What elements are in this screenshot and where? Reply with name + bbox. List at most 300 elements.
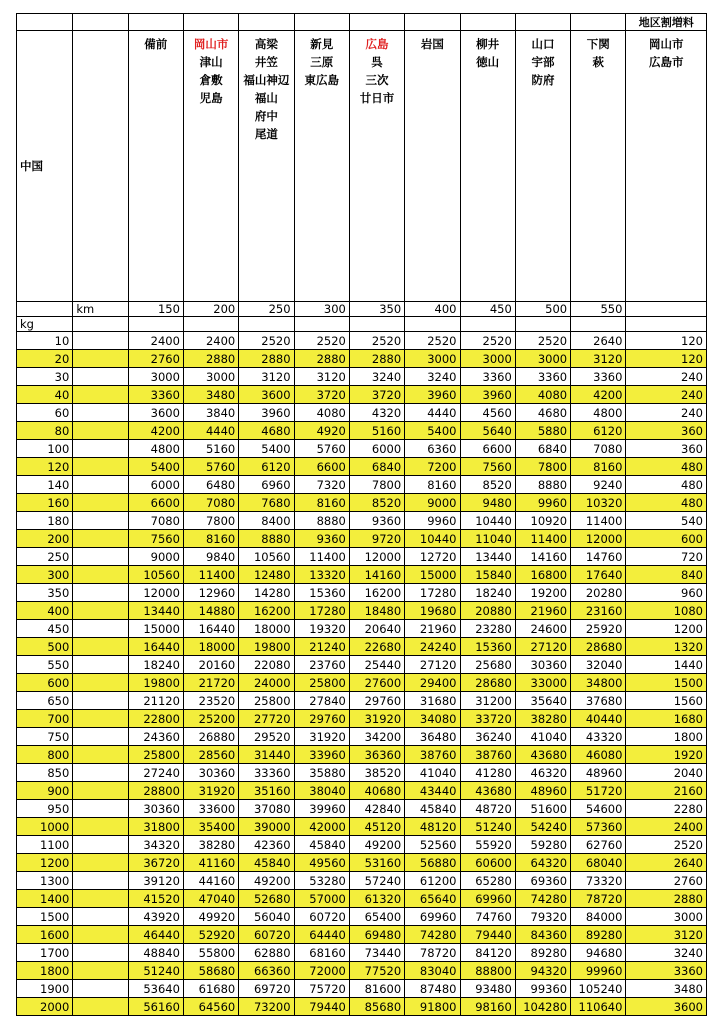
rate-cell: 49920 [183,908,238,926]
rate-cell: 4920 [294,422,349,440]
rate-cell: 21720 [183,674,238,692]
rate-cell: 3960 [460,386,515,404]
weight-cell: 300 [17,566,73,584]
rate-cell: 39960 [294,800,349,818]
weight-cell: 10 [17,332,73,350]
weight-cell: 800 [17,746,73,764]
rate-cell: 94320 [515,962,570,980]
rate-cell: 93480 [460,980,515,998]
city-name: 福山神辺 [243,73,290,87]
rate-cell: 59280 [515,836,570,854]
destination-header-1 [128,31,183,302]
rate-row [17,332,707,350]
rate-cell: 84360 [515,926,570,944]
surcharge-cell: 1680 [626,710,707,728]
rate-cell: 73200 [239,998,294,1016]
rate-row [17,836,707,854]
rate-cell: 41280 [460,764,515,782]
surcharge-cell: 1560 [626,692,707,710]
rate-cell: 19200 [515,584,570,602]
rate-cell: 41160 [183,854,238,872]
rate-cell: 73320 [571,872,626,890]
city-name: 尾道 [254,127,278,141]
rate-cell: 7080 [571,440,626,458]
rate-cell: 69720 [239,980,294,998]
rate-cell: 3000 [128,368,183,386]
rate-cell: 27720 [239,710,294,728]
rate-row [17,782,707,800]
surcharge-cell: 2400 [626,818,707,836]
weight-cell: 1500 [17,908,73,926]
rate-cell: 69960 [405,908,460,926]
rate-cell: 11400 [183,566,238,584]
rate-cell: 37080 [239,800,294,818]
rate-cell: 17640 [571,566,626,584]
rate-cell: 19800 [239,638,294,656]
rate-table [16,13,707,1016]
rate-cell: 83040 [405,962,460,980]
city-name: 岩国 [420,37,444,51]
weight-cell: 160 [17,494,73,512]
rate-cell: 36480 [405,728,460,746]
rate-row [17,800,707,818]
rate-cell: 72000 [294,962,349,980]
weight-cell: 250 [17,548,73,566]
rate-cell: 2520 [405,332,460,350]
rate-cell: 38760 [405,746,460,764]
rate-cell: 35640 [515,692,570,710]
rate-cell: 74280 [405,926,460,944]
rate-cell: 14280 [239,584,294,602]
rate-row [17,872,707,890]
rate-cell: 43920 [128,908,183,926]
rate-cell: 22800 [128,710,183,728]
rate-cell: 10560 [239,548,294,566]
rate-cell: 45120 [349,818,404,836]
rate-cell: 2520 [515,332,570,350]
rate-cell: 25800 [239,692,294,710]
rate-cell: 6480 [183,476,238,494]
weight-cell: 40 [17,386,73,404]
rate-cell: 30360 [128,800,183,818]
rate-cell: 74760 [460,908,515,926]
rate-cell: 79320 [515,908,570,926]
weight-cell: 850 [17,764,73,782]
city-name: 宇部 [531,55,555,69]
rate-cell: 33360 [239,764,294,782]
rate-cell: 5880 [515,422,570,440]
rate-row [17,926,707,944]
rate-cell: 49200 [239,872,294,890]
rate-cell: 81600 [349,980,404,998]
rate-cell: 99960 [571,962,626,980]
rate-cell: 9360 [349,512,404,530]
rate-cell: 6960 [239,476,294,494]
rate-cell: 47040 [183,890,238,908]
surcharge-cell: 480 [626,458,707,476]
km-label: km [73,302,128,317]
rate-cell: 84000 [571,908,626,926]
rate-cell: 9840 [183,548,238,566]
rate-cell: 3960 [239,404,294,422]
rate-cell: 73440 [349,944,404,962]
rate-cell: 45840 [239,854,294,872]
rate-cell: 79440 [460,926,515,944]
rate-cell: 12000 [128,584,183,602]
rate-cell: 24000 [239,674,294,692]
rate-row [17,728,707,746]
city-name: 高梁 [254,37,278,51]
rate-cell: 19680 [405,602,460,620]
surcharge-cell: 1440 [626,656,707,674]
rate-cell: 3000 [515,350,570,368]
rate-cell: 14760 [571,548,626,566]
rate-cell: 77520 [349,962,404,980]
rate-cell: 27840 [294,692,349,710]
distance-km-5: 350 [349,302,404,317]
rate-cell: 29520 [239,728,294,746]
rate-cell: 56160 [128,998,183,1016]
rate-row [17,692,707,710]
rate-cell: 28560 [183,746,238,764]
surcharge-cell: 840 [626,566,707,584]
rate-cell: 11040 [460,530,515,548]
surcharge-cell: 3480 [626,980,707,998]
rate-cell: 29400 [405,674,460,692]
rate-cell: 37680 [571,692,626,710]
rate-cell: 32040 [571,656,626,674]
city-name: 倉敷 [199,73,223,87]
rate-cell: 3600 [239,386,294,404]
weight-cell: 2000 [17,998,73,1016]
rate-cell: 6840 [349,458,404,476]
rate-cell: 43680 [515,746,570,764]
rate-cell: 51600 [515,800,570,818]
rate-cell: 3000 [405,350,460,368]
rate-row [17,584,707,602]
weight-cell: 650 [17,692,73,710]
rate-row [17,710,707,728]
rate-cell: 29760 [294,710,349,728]
rate-cell: 7560 [128,530,183,548]
distance-km-1: 150 [128,302,183,317]
rate-cell: 65280 [460,872,515,890]
rate-cell: 4440 [405,404,460,422]
rate-cell: 16440 [183,620,238,638]
rate-cell: 38280 [515,710,570,728]
city-name: 広島 [365,37,389,51]
rate-cell: 68160 [294,944,349,962]
rate-cell: 31440 [239,746,294,764]
distance-km-2: 200 [183,302,238,317]
weight-cell: 450 [17,620,73,638]
rate-cell: 46440 [128,926,183,944]
rate-cell: 5400 [405,422,460,440]
rate-cell: 45840 [294,836,349,854]
rate-cell: 12000 [349,548,404,566]
rate-cell: 98160 [460,998,515,1016]
rate-cell: 4080 [515,386,570,404]
rate-cell: 7320 [294,476,349,494]
rate-cell: 13320 [294,566,349,584]
rate-cell: 43440 [405,782,460,800]
rate-cell: 65400 [349,908,404,926]
weight-cell: 140 [17,476,73,494]
rate-cell: 21960 [515,602,570,620]
rate-cell: 11400 [294,548,349,566]
rate-cell: 27600 [349,674,404,692]
rate-cell: 2520 [349,332,404,350]
rate-cell: 8880 [239,530,294,548]
rate-cell: 5760 [294,440,349,458]
rate-cell: 10440 [405,530,460,548]
rate-cell: 25800 [128,746,183,764]
rate-cell: 2400 [128,332,183,350]
rate-row [17,440,707,458]
weight-unit-row [17,317,707,332]
rate-cell: 8880 [515,476,570,494]
city-name: 新見 [310,37,334,51]
rate-cell: 69480 [349,926,404,944]
rate-cell: 21960 [405,620,460,638]
rate-cell: 51240 [128,962,183,980]
rate-cell: 5640 [460,422,515,440]
rate-cell: 3720 [294,386,349,404]
rate-cell: 5760 [183,458,238,476]
rate-cell: 9960 [405,512,460,530]
rate-cell: 56040 [239,908,294,926]
rate-cell: 29760 [349,692,404,710]
rate-cell: 53280 [294,872,349,890]
distance-km-7: 450 [460,302,515,317]
rate-cell: 25680 [460,656,515,674]
destination-header-2 [183,31,238,302]
rate-cell: 38040 [294,782,349,800]
rate-cell: 38760 [460,746,515,764]
rate-cell: 31800 [128,818,183,836]
rate-cell: 89280 [515,944,570,962]
rate-cell: 27120 [515,638,570,656]
rate-cell: 75720 [294,980,349,998]
weight-cell: 700 [17,710,73,728]
rate-cell: 25920 [571,620,626,638]
rate-cell: 6600 [128,494,183,512]
rate-cell: 84120 [460,944,515,962]
rate-cell: 36720 [128,854,183,872]
rate-cell: 17280 [405,584,460,602]
rate-cell: 57000 [294,890,349,908]
rate-cell: 9000 [405,494,460,512]
rate-cell: 26880 [183,728,238,746]
destination-header-7 [460,31,515,302]
rate-row [17,350,707,368]
rate-cell: 7800 [349,476,404,494]
surcharge-cell: 2760 [626,872,707,890]
rate-row [17,620,707,638]
weight-cell: 200 [17,530,73,548]
rate-cell: 11400 [515,530,570,548]
destination-header-8 [515,31,570,302]
rate-cell: 42000 [294,818,349,836]
rate-cell: 3360 [571,368,626,386]
rate-cell: 48720 [460,800,515,818]
surcharge-cell: 360 [626,440,707,458]
rate-cell: 18240 [128,656,183,674]
rate-cell: 46080 [571,746,626,764]
rate-cell: 4680 [239,422,294,440]
rate-cell: 87480 [405,980,460,998]
rate-cell: 78720 [571,890,626,908]
rate-cell: 38280 [183,836,238,854]
rate-row [17,422,707,440]
distance-km-6: 400 [405,302,460,317]
city-name: 萩 [592,55,605,69]
rate-cell: 53160 [349,854,404,872]
surcharge-cell: 960 [626,584,707,602]
rate-cell: 39120 [128,872,183,890]
rate-cell: 35160 [239,782,294,800]
rate-cell: 52680 [239,890,294,908]
rate-cell: 56880 [405,854,460,872]
rate-cell: 12000 [571,530,626,548]
rate-cell: 14160 [515,548,570,566]
rate-cell: 28800 [128,782,183,800]
city-name: 津山 [199,55,223,69]
city-name: 廿日市 [359,91,395,105]
destination-header-5 [349,31,404,302]
rate-cell: 5160 [183,440,238,458]
rate-row [17,890,707,908]
rate-cell: 62880 [239,944,294,962]
destination-header-9 [571,31,626,302]
rate-cell: 44160 [183,872,238,890]
rate-cell: 15360 [460,638,515,656]
rate-cell: 9240 [571,476,626,494]
rate-cell: 52560 [405,836,460,854]
weight-cell: 20 [17,350,73,368]
rate-cell: 54240 [515,818,570,836]
rate-cell: 18000 [183,638,238,656]
rate-cell: 110640 [571,998,626,1016]
weight-cell: 1400 [17,890,73,908]
destination-header-3 [239,31,294,302]
rate-row [17,404,707,422]
rate-cell: 3600 [128,404,183,422]
surcharge-cell: 1800 [626,728,707,746]
rate-cell: 13440 [460,548,515,566]
weight-cell: 350 [17,584,73,602]
rate-row [17,368,707,386]
rate-cell: 60720 [294,908,349,926]
weight-cell: 1300 [17,872,73,890]
rate-cell: 11400 [571,512,626,530]
surcharge-title: 地区割増料 [626,14,707,31]
rate-cell: 8160 [294,494,349,512]
city-name: 三原 [310,55,334,69]
rate-cell: 25200 [183,710,238,728]
rate-cell: 3120 [239,368,294,386]
rate-cell: 16200 [239,602,294,620]
surcharge-cell: 1500 [626,674,707,692]
weight-cell: 1900 [17,980,73,998]
rate-cell: 30360 [515,656,570,674]
rate-cell: 31200 [460,692,515,710]
rate-cell: 58680 [183,962,238,980]
city-name: 三次 [365,73,389,87]
rate-cell: 35400 [183,818,238,836]
rate-row [17,386,707,404]
rate-cell: 18480 [349,602,404,620]
city-name: 山口 [531,37,555,51]
rate-row [17,512,707,530]
weight-cell: 1000 [17,818,73,836]
city-name: 備前 [144,37,168,51]
weight-cell: 750 [17,728,73,746]
rate-cell: 69360 [515,872,570,890]
rate-cell: 6360 [405,440,460,458]
surcharge-cell: 480 [626,476,707,494]
rate-cell: 18240 [460,584,515,602]
weight-cell: 180 [17,512,73,530]
rate-cell: 2880 [239,350,294,368]
rate-cell: 20640 [349,620,404,638]
rate-cell: 31680 [405,692,460,710]
rate-cell: 27120 [405,656,460,674]
rate-cell: 53640 [128,980,183,998]
rate-cell: 43320 [571,728,626,746]
rate-cell: 55800 [183,944,238,962]
rate-cell: 4440 [183,422,238,440]
rate-cell: 38520 [349,764,404,782]
rate-cell: 10440 [460,512,515,530]
rate-cell: 6000 [349,440,404,458]
weight-cell: 500 [17,638,73,656]
weight-cell: 600 [17,674,73,692]
rate-cell: 2880 [183,350,238,368]
rate-cell: 65640 [405,890,460,908]
rate-cell: 3720 [349,386,404,404]
surcharge-cell: 2280 [626,800,707,818]
rate-cell: 4320 [349,404,404,422]
rate-row [17,458,707,476]
rate-row [17,566,707,584]
rate-cell: 3360 [128,386,183,404]
weight-cell: 1200 [17,854,73,872]
surcharge-cell: 120 [626,332,707,350]
rate-cell: 64440 [294,926,349,944]
rate-cell: 2760 [128,350,183,368]
rate-cell: 5400 [239,440,294,458]
rate-cell: 99360 [515,980,570,998]
rate-cell: 48960 [571,764,626,782]
rate-row [17,476,707,494]
rate-cell: 10320 [571,494,626,512]
rate-cell: 16200 [349,584,404,602]
city-name: 徳山 [476,55,500,69]
rate-cell: 49200 [349,836,404,854]
rate-cell: 64320 [515,854,570,872]
rate-cell: 33960 [294,746,349,764]
rate-cell: 79440 [294,998,349,1016]
rate-cell: 28680 [460,674,515,692]
rate-cell: 6600 [460,440,515,458]
distance-km-8: 500 [515,302,570,317]
city-name: 呉 [371,55,383,69]
rate-cell: 6120 [571,422,626,440]
rate-cell: 22080 [239,656,294,674]
rate-cell: 61200 [405,872,460,890]
surcharge-cell: 480 [626,494,707,512]
